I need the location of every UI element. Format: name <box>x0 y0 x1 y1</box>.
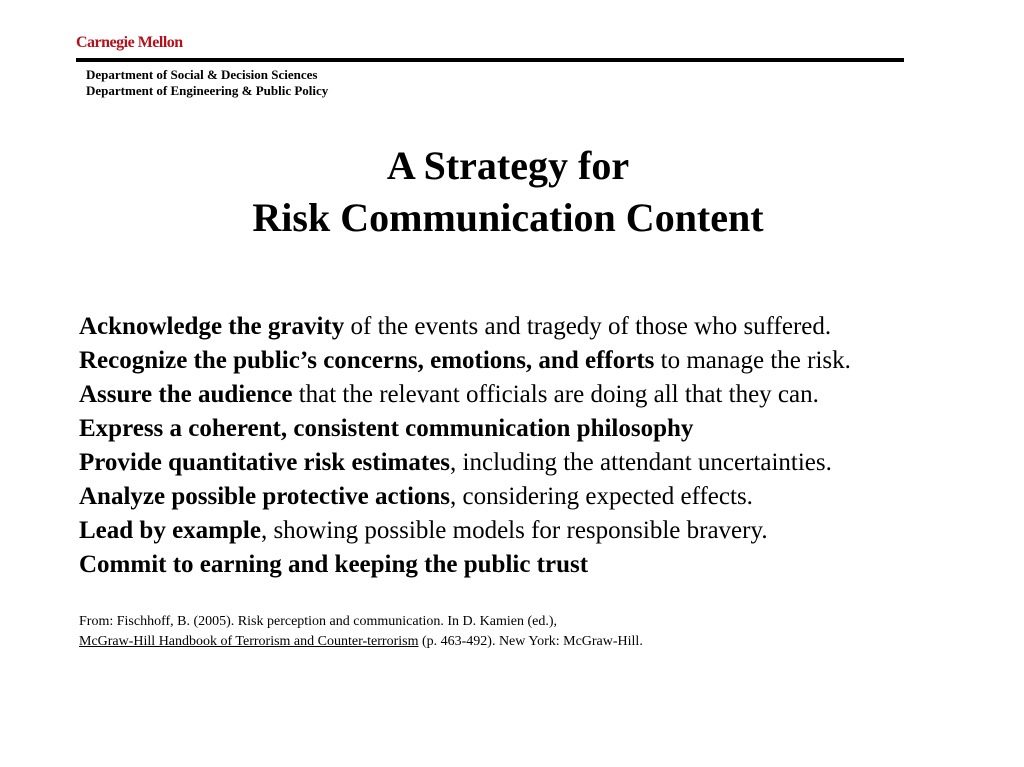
point-keyphrase: Acknowledge the gravity <box>79 313 345 340</box>
point-keyphrase: Lead by example <box>79 517 261 544</box>
book-title: McGraw-Hill Handbook of Terrorism and Counter-terrorism <box>79 634 419 649</box>
source-citation <box>79 612 1009 652</box>
citation-line-2 <box>79 632 1009 652</box>
carnegie-mellon-logo: Carnegie Mellon <box>76 34 183 51</box>
header-rule <box>76 58 904 62</box>
strategy-point <box>79 412 1009 446</box>
point-keyphrase: Assure the audience <box>79 381 293 408</box>
strategy-point <box>79 480 1009 514</box>
point-keyphrase: Commit to earning and keeping the public trust <box>79 551 589 578</box>
department-line: Department of Social & Decision Sciences <box>86 67 318 82</box>
department-list <box>86 67 328 99</box>
title-line-1: A Strategy for <box>386 143 630 188</box>
slide-title <box>0 140 1016 244</box>
point-text: , showing possible models for responsible bravery. <box>260 517 768 544</box>
point-text: of the events and tragedy of those who suffered. <box>344 313 832 340</box>
strategy-point <box>79 446 1009 480</box>
department-line: Department of Engineering & Public Policy <box>86 83 329 98</box>
strategy-point <box>79 548 1009 582</box>
point-keyphrase: Analyze possible protective actions <box>79 483 451 510</box>
strategy-point <box>79 310 1009 344</box>
point-keyphrase: Express a coherent, consistent communication philosophy <box>79 415 694 442</box>
point-text: that the relevant officials are doing all that they can. <box>292 381 819 408</box>
strategy-points <box>79 310 1009 582</box>
citation-line-1: From: Fischhoff, B. (2005). Risk perception and communication. In D. Kamien (ed.), <box>79 614 557 629</box>
point-text: , including the attendant uncertainties. <box>450 449 832 476</box>
strategy-point <box>79 378 1009 412</box>
point-keyphrase: Recognize the public’s concerns, emotions, and efforts <box>79 347 655 374</box>
point-keyphrase: Provide quantitative risk estimates <box>79 449 451 476</box>
title-line-2: Risk Communication Content <box>252 195 764 240</box>
point-text: , considering expected effects. <box>450 483 753 510</box>
strategy-point <box>79 514 1009 548</box>
strategy-point <box>79 344 1009 378</box>
point-text: to manage the risk. <box>654 347 851 374</box>
citation-rest: (p. 463-492). New York: McGraw-Hill. <box>418 634 643 649</box>
